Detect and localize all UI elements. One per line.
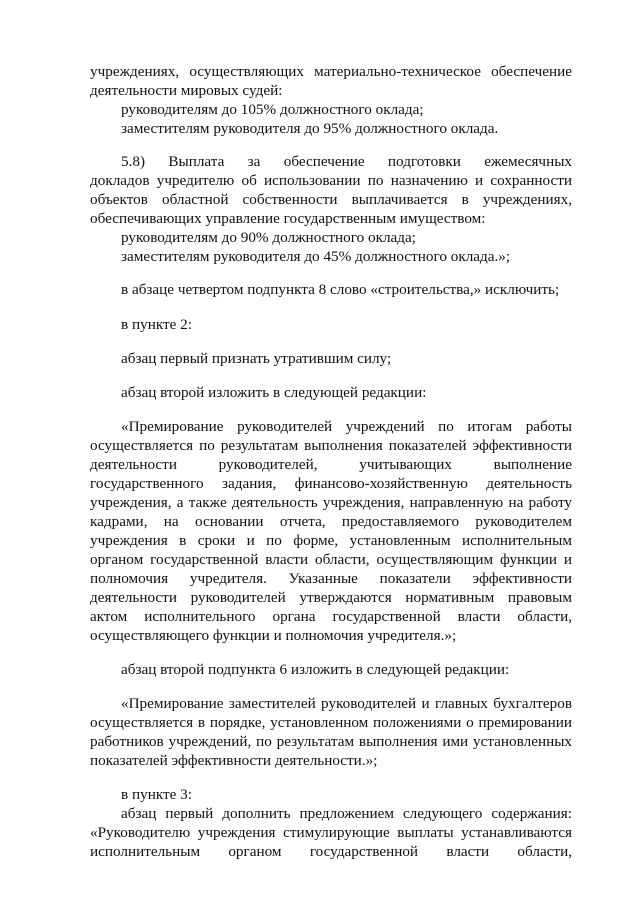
text-line: 5.8) Выплата за обеспечение подготовки ежемесячных [121,153,572,170]
text-line: показателей эффективности деятельности.»; [90,752,378,769]
text-line: «Руководителю учреждения стимулирующие выплаты устанавливаются [90,824,572,841]
text-line: осуществляющего функции и полномочия учредителя.»; [90,627,457,644]
text-line: учреждениях, осуществляющих материально-техническое обеспечение [90,63,572,80]
text-line: в пункте 3: [121,786,192,803]
text-line: «Премирование руководителей учреждений по итогам работы [121,418,572,435]
text-line: деятельности руководителей утверждаются нормативным правовым [90,589,572,606]
text-line: полномочия учредителя. Указанные показатели эффективности [90,570,572,587]
text-line: государственного задания, финансово-хозяйственную деятельность [90,475,572,492]
text-line: кадрами, на основании отчета, предоставляемого руководителем [90,513,572,530]
text-line: руководителям до 105% должностного оклада; [121,101,424,118]
text-line: актом исполнительного органа государственной власти области, [90,608,572,625]
text-line: абзац первый признать утратившим силу; [121,350,392,367]
text-line: абзац первый дополнить предложением следующего содержания: [121,805,572,822]
text-line: органом государственной власти области, осуществляющим функции и [90,551,572,568]
text-line: в абзаце четвертом подпункта 8 слово «строительства,» исключить; [121,281,560,298]
text-line: заместителям руководителя до 45% должностного оклада.»; [121,248,511,265]
text-line: «Премирование заместителей руководителей и главных бухгалтеров [121,695,572,712]
text-line: в пункте 2: [121,316,192,333]
text-line: работников учреждений, по результатам выполнения ими установленных [90,733,572,750]
text-line: абзац второй изложить в следующей редакции: [121,384,427,401]
text-line: учреждения, а также деятельность учреждения, направленную на работу [90,494,572,511]
text-line: объектов областной собственности выплачивается в учреждениях, [90,191,572,208]
text-line: деятельности руководителей, учитывающих выполнение [90,456,572,473]
text-line: заместителям руководителя до 95% должностного оклада. [121,120,499,137]
text-line: учреждения в сроки и по форме, установленным исполнительным [90,532,572,549]
text-line: докладов учредителю об использовании по назначению и сохранности [90,172,572,189]
text-line: осуществляется по результатам выполнения показателей эффективности [90,437,572,454]
text-line: обеспечивающих управление государственным имуществом: [90,210,486,227]
text-line: абзац второй подпункта 6 изложить в следующей редакции: [121,661,510,678]
text-line: осуществляется в порядке, установленном положениями о премировании [90,714,572,731]
text-line: исполнительным органом государственной власти области, [90,843,572,860]
text-line: деятельности мировых судей: [90,82,283,99]
text-line: руководителям до 90% должностного оклада; [121,229,416,246]
